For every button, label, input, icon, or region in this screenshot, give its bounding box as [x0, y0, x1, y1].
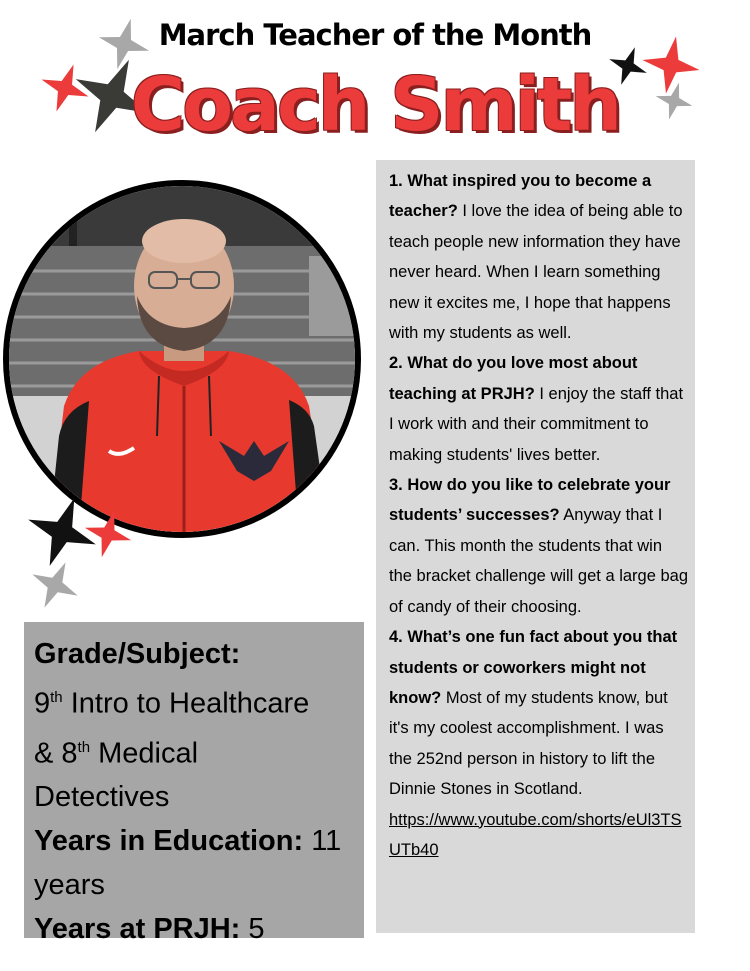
years-education-label: Years in Education: [34, 825, 304, 858]
answer-1: I love the idea of being able to teach people new information they have never heard. When I learn something new it excites me, I hope that happens with my students as well. [389, 202, 683, 343]
teacher-photo [3, 180, 361, 538]
grade-suffix: th [50, 689, 63, 706]
video-link-line [389, 805, 689, 866]
years-prjh-label: Years at PRJH: [34, 913, 241, 946]
years-prjh-value: 5 [240, 913, 265, 946]
qa-item-3 [389, 470, 689, 622]
grade-line-3: Detectives [34, 781, 170, 814]
qa-item-2 [389, 348, 689, 470]
grade-suffix-2: th [77, 738, 91, 756]
years-education-value: 11 [303, 825, 342, 858]
teacher-portrait-icon [9, 186, 355, 532]
grade-line-1 [34, 676, 356, 726]
star-icon [84, 510, 132, 558]
answer-3: Anyway that I can. This month the students that win the bracket challenge will get a large bag of candy of their choosing. [389, 506, 689, 616]
question-4: 4. What’s one fun fact about you that students or coworkers might not know? [389, 628, 678, 707]
years-prjh-line [34, 907, 356, 951]
grade-line-2 [34, 726, 356, 776]
qa-item-4 [389, 622, 689, 804]
qa-item-1 [389, 166, 689, 348]
info-panel [24, 622, 364, 946]
answer-2: I enjoy the staff that I work with and their commitment to making students' lives better. [389, 384, 684, 464]
grade-number: 9 [34, 687, 51, 720]
years-education-unit: years [34, 869, 105, 902]
star-icon [30, 560, 80, 610]
question-2: 2. What do you love most about teaching at PRJH? [389, 354, 638, 403]
grade-label: Grade/Subject: [34, 638, 241, 670]
question-1: 1. What inspired you to become a teacher? [389, 172, 652, 221]
grade-subject-2: Medical [90, 737, 199, 770]
grade-number-2: & 8 [34, 737, 78, 770]
video-link[interactable]: https://www.youtube.com/shorts/eUl3TSUTb40 [389, 810, 682, 859]
answer-4: Most of my students know, but it's my coolest accomplishment. I was the 252nd person in history to lift the Dinnie Stones in Scotland. [389, 688, 668, 799]
question-3: 3. How do you like to celebrate your students’ successes? [389, 476, 671, 525]
years-education-line [34, 819, 356, 863]
grade-subject-1: Intro to Healthcare [62, 687, 310, 720]
qa-panel [376, 160, 695, 933]
grade-label-line [34, 632, 356, 676]
page-kicker: March Teacher of the Month [158, 18, 592, 52]
page-title: Coach Smith [130, 62, 620, 148]
